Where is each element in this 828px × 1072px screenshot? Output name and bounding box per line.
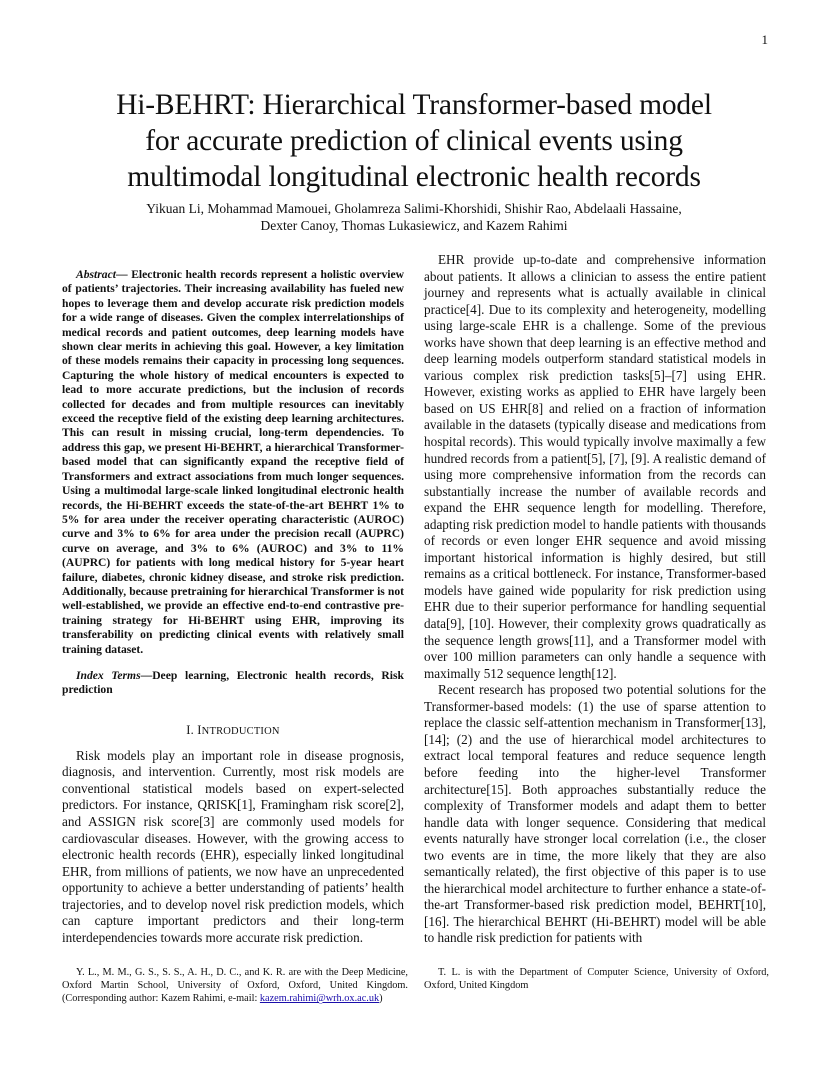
section-heading-initial: I bbox=[197, 722, 202, 737]
author-list bbox=[40, 200, 788, 234]
corresponding-email-link[interactable]: kazem.rahimi@wrh.ox.ac.uk bbox=[259, 993, 380, 1005]
left-column bbox=[62, 268, 404, 946]
footnote-affiliations bbox=[62, 966, 408, 1006]
abstract bbox=[62, 268, 404, 657]
footnote-cs-affiliation: T. L. is with the Department of Computer Science, University of Oxford, Oxford, United Kingdom bbox=[424, 967, 769, 992]
author-line: Yikuan Li, Mohammad Mamouei, Gholamreza Salimi-Khorshidi, Shishir Rao, Abdelaali Hassaine, bbox=[146, 201, 682, 216]
section-heading-rest: NTRODUCTION bbox=[201, 725, 280, 737]
intro-paragraph-2: EHR provide up-to-date and comprehensive information about patients. It allows a clinician to assess the entire patient journey and represents what is actually available in clinical practice[4]. Due to its complexity and heterogeneity, modelling using large-scale EHR is a challenge. Some of the previous works have shown that deep learning is an effective method and deep learning models outperform standard statistical models in various complex risk prediction tasks[5]–[7] using EHR. However, existing works as applied to EHR have largely been based on US EHR[8] and relied on a fraction of information available in the datasets (typically disease and medications from hospital records). This would typically involve maximally a few hundred records from a patient[5], [7], [9]. A realistic demand of using more comprehensive information from the records can substantially increase the number of available records and expand the EHR sequence length for modelling. Therefore, adapting risk prediction model to handle patients with thousands of records or even longer EHR sequence and avoid missing important historical information is highly desired, but still remains as a critical bottleneck. For instance, Transformer-based models have gained wide popularity for risk prediction using EHR due to their superior performance for handling sequential data[9], [10]. However, their complexity grows quadratically as the sequence length grows[11], and a Transformer model with over 100 million parameters can only handle a sequence with maximally 512 sequence length[12]. bbox=[424, 252, 766, 681]
index-terms-text: —Deep learning, Electronic health records, Risk prediction bbox=[62, 668, 404, 697]
title-line: multimodal longitudinal electronic health records bbox=[127, 161, 701, 193]
title-line: for accurate prediction of clinical events using bbox=[145, 125, 683, 157]
right-column bbox=[424, 252, 766, 947]
intro-paragraph-1: Risk models play an important role in disease prognosis, diagnosis, and intervention. Currently, most risk models are conventional statistical models based on expert-selected predictors. For instance, QRISK[1], Framingham risk score[2], and ASSIGN risk score[3] are commonly used models for cardiovascular diseases. However, with the growing access to electronic health records (EHR), especially linked longitudinal EHR, from millions of patients, we now have an unprecedented opportunity to achieve a better understanding of patients’ health trajectories, and to develop novel risk prediction models, which can capture important predictors and their long-term interdependencies towards more accurate risk prediction. bbox=[62, 747, 404, 945]
intro-paragraph-3: Recent research has proposed two potential solutions for the Transformer-based models: (1) the use of sparse attention to replace the classic self-attention mechanism in Transformer[13], [14]; (2) and the use of hierarchical model architectures to extract local temporal features and reduce sequence length before feeding into the higher-level Transformer architecture[15]. Both approaches substantially reduce the complexity of Transformer models and adapt them to better handle data with longer sequence. Considering that medical events naturally have stronger local correlation (i.e., the closer two events are in time, the more likely that they are also semantically related), the first objective of this paper is to use the hierarchical model architecture to further enhance a state-of-the-art Transformer-based risk prediction model, BEHRT[10], [16]. The hierarchical BEHRT (Hi-BEHRT) model will be able to handle risk prediction for patients with bbox=[424, 682, 766, 946]
abstract-dash: — bbox=[115, 268, 132, 281]
abstract-label: Abstract bbox=[76, 268, 116, 281]
author-line: Dexter Canoy, Thomas Lukasiewicz, and Kazem Rahimi bbox=[260, 218, 568, 233]
title-line: Hi-BEHRT: Hierarchical Transformer-based model bbox=[116, 89, 712, 121]
section-numeral: I. bbox=[186, 722, 198, 737]
paper-title bbox=[40, 87, 788, 195]
index-terms bbox=[62, 669, 404, 698]
section-heading-introduction bbox=[62, 723, 404, 738]
footnote-left-text: Y. L., M. M., G. S., S. S., A. H., D. C., and K. R. are with the Deep Medicine, Oxford Martin School, University of Oxford, Oxford, United Kingdom. (Corresponding author: Kazem Rahimi, e-mail: bbox=[62, 967, 408, 1005]
footnote-left-close: ) bbox=[379, 993, 383, 1005]
abstract-text: Electronic health records represent a holistic overview of patients’ trajectories. Their increasing availability has fueled new hopes to leverage them and develop accurate risk prediction models for a wide range of diseases. Given the complex interrelationships of medical records and patient outcomes, deep learning models have shown clear merits in achieving this goal. However, a key limitation of these models remains their capacity in processing long sequences. Capturing the whole history of medical encounters is expected to lead to more accurate predictions, but the inclusion of records collected for decades and from multiple resources can inevitably exceed the receptive field of the existing deep learning architectures. This can result in missing crucial, long-term dependencies. To address this gap, we present Hi-BEHRT, a hierarchical Transformer-based model that can significantly expand the receptive field of Transformers and extract associations from much longer sequences. Using a multimodal large-scale linked longitudinal electronic health records, the Hi-BEHRT exceeds the state-of-the-art BEHRT 1% to 5% for area under the receiver operating characteristic (AUROC) curve and 3% to 6% for area under the precision recall (AUPRC) curve on average, and 3% to 6% (AUROC) and 3% to 11% (AUPRC) for patients with long medical history for 5-year heart failure, diabetes, chronic kidney disease, and stroke risk prediction. Additionally, because pretraining for hierarchical Transformer is not well-established, we provide an effective end-to-end contrastive pre-training strategy for Hi-BEHRT using EHR, improving its transferability on predicting clinical events with relatively small training dataset. bbox=[62, 268, 404, 656]
page-number: 1 bbox=[761, 32, 768, 47]
index-terms-label: Index Terms bbox=[76, 668, 141, 682]
